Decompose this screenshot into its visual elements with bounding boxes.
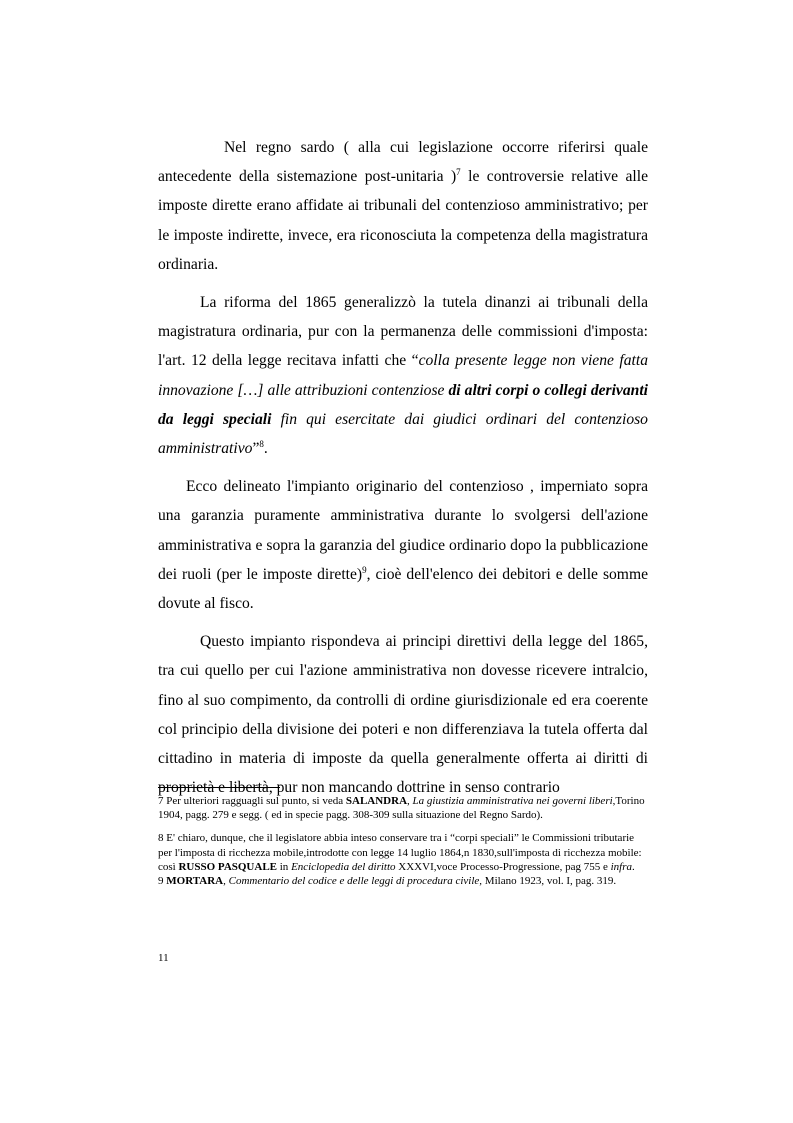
paragraph-text: . [263, 440, 268, 458]
footnote-8 [158, 831, 648, 874]
footnote-number: 9 [158, 875, 164, 888]
paragraph-4 [158, 627, 648, 802]
footnote-text: E' chiaro, dunque, che il legislatore abbia inteso conservare tra i “corpi speciali” le Commissioni tributarie per l'imposta di ricchezza mobile,introdotte con legge 14 luglio 1864,n 1830,sull'imposta di ricchezza mobile: così [158, 832, 642, 873]
quoted-law-text: fin qui esercitate dai giudici ordinari del contenzioso amministrativo [158, 410, 648, 458]
paragraph-text: Nel regno sardo ( alla cui legislazione occorre riferirsi quale antecedente della sistemazione post-unitaria ) [158, 139, 648, 186]
footnote-text: , [223, 875, 229, 888]
footnote-text: , [407, 795, 413, 807]
paragraph-text: Ecco delineato l'impianto originario del contenzioso , imperniato sopra una garanzia puramente amministrativa durante lo svolgersi dell'azione amministrativa e sopra la garanzia del giudice ordinario dopo la pubblicazione dei ruoli (per le imposte dirette) [158, 478, 648, 583]
paragraph-text: , cioè dell'elenco dei debitori e delle somme dovute al fisco. [158, 565, 648, 613]
paragraph-text: ” [252, 440, 260, 458]
paragraph-1 [158, 133, 648, 279]
footnote-author: MORTARA [166, 875, 224, 888]
footnote-title: La giustizia amministrativa nei governi liberi [412, 795, 613, 807]
footnote-ref-9[interactable]: 9 [362, 564, 367, 575]
footnote-text: in [277, 860, 292, 873]
footnote-title: infra [610, 860, 633, 873]
footnote-ref-8[interactable]: 8 [259, 438, 264, 449]
paragraph-3 [158, 472, 648, 618]
footnote-9 [158, 874, 648, 888]
footnote-text: ,Torino 1904, pagg. 279 e segg. ( ed in specie pagg. 308-309 sulla situazione del Regno Sardo). [158, 795, 645, 822]
footnote-text: . [632, 860, 635, 873]
page-number: 11 [158, 952, 169, 964]
paragraph-text: Questo impianto rispondeva ai principi direttivi della legge del 1865, tra cui quello per cui l'azione amministrativa non dovesse ricevere intralcio, fino al suo compimento, da controlli di ordine giurisdizionale ed era coerente col principio della divisione dei poteri e non differenziava la tutela offerta dal cittadino in materia di imposte da quella generalmente offerta ai diritti di proprietà e libertà, pur non mancando dottrine in senso contrario [158, 633, 648, 797]
paragraph-2 [158, 288, 648, 463]
footnote-separator [158, 787, 280, 788]
emphasized-law-text: di altri corpi o collegi derivanti da leggi speciali [158, 381, 648, 428]
footnote-7 [158, 794, 648, 822]
footnote-text: Milano 1923, vol. I, pag. 319. [482, 875, 617, 888]
footnote-author: SALANDRA [345, 795, 408, 807]
body-text [158, 133, 648, 802]
paragraph-text: La riforma del 1865 generalizzò la tutela dinanzi ai tribunali della magistratura ordinaria, pur con la permanenza delle commissioni d'imposta: l'art. 12 della legge recitava infatti che “ [158, 294, 648, 370]
footnote-text: Per ulteriori ragguagli sul punto, si veda [163, 795, 346, 807]
footnote-title: Commentario del codice e delle leggi di procedura civile, [228, 875, 483, 888]
footnote-author: RUSSO PASQUALE [178, 860, 277, 873]
footnotes [158, 794, 648, 888]
paragraph-text: le controversie relative alle imposte dirette erano affidate ai tribunali del contenzioso amministrativo; per le imposte indirette, invece, era riconosciuta la competenza della magistratura ordinaria. [158, 168, 648, 273]
quoted-law-text: colla presente legge non viene fatta innovazione […] alle attribuzioni contenziose [158, 352, 648, 399]
footnote-ref-7[interactable]: 7 [456, 167, 461, 178]
footnote-text: XXXVI,voce Processo-Progressione, pag 755 e [395, 860, 611, 873]
footnote-number: 8 [158, 832, 164, 845]
footnote-title: Enciclopedia del diritto [291, 860, 396, 873]
footnote-number: 7 [158, 795, 164, 807]
